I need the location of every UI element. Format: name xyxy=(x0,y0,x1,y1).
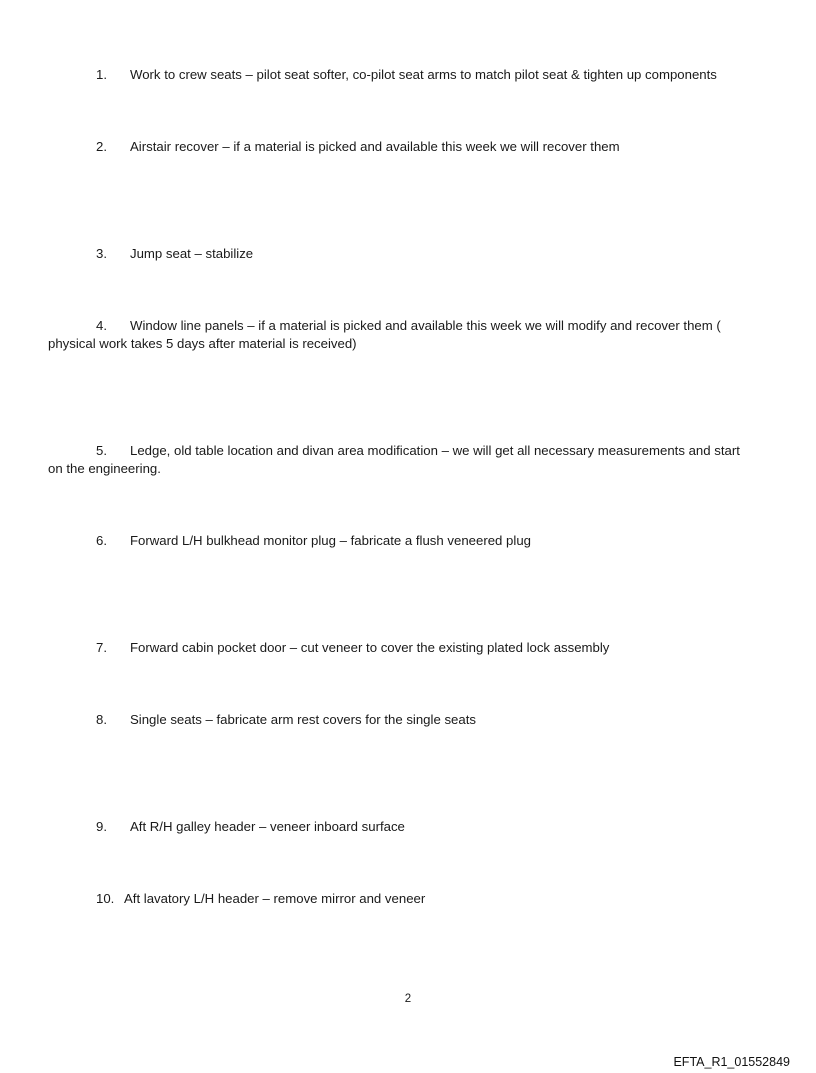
item-text: Forward cabin pocket door – cut veneer to cover the existing plated lock assembly xyxy=(130,640,610,655)
item-text: Aft R/H galley header – veneer inboard surface xyxy=(130,819,405,834)
item-number: 1. xyxy=(96,67,107,82)
item-text: Aft lavatory L/H header – remove mirror and veneer xyxy=(124,891,426,906)
item-number: 9. xyxy=(96,819,107,834)
item-text: Single seats – fabricate arm rest covers for the single seats xyxy=(130,712,476,727)
item-number: 8. xyxy=(96,712,107,727)
item-text: Forward L/H bulkhead monitor plug – fabricate a flush veneered plug xyxy=(130,533,531,548)
item-number: 6. xyxy=(96,533,107,548)
document-id: EFTA_R1_01552849 xyxy=(673,1055,790,1069)
item-text: Jump seat – stabilize xyxy=(130,246,254,261)
item-text: Ledge, old table location and divan area modification – we will get all necessary measurements and start xyxy=(130,443,740,458)
item-number: 7. xyxy=(96,640,107,655)
item-number: 3. xyxy=(96,246,107,261)
item-text: Work to crew seats – pilot seat softer, co-pilot seat arms to match pilot seat & tighten up components xyxy=(130,67,717,82)
item-text-continuation: physical work takes 5 days after material is received) xyxy=(48,336,357,351)
item-number: 4. xyxy=(96,318,107,333)
item-number: 5. xyxy=(96,443,107,458)
item-text-continuation: on the engineering. xyxy=(48,461,161,476)
item-number: 10. xyxy=(96,891,115,906)
item-text: Airstair recover – if a material is picked and available this week we will recover them xyxy=(130,139,620,154)
item-text: Window line panels – if a material is picked and available this week we will modify and recover them ( xyxy=(130,318,721,333)
page-number: 2 xyxy=(404,993,412,1005)
item-number: 2. xyxy=(96,139,107,154)
